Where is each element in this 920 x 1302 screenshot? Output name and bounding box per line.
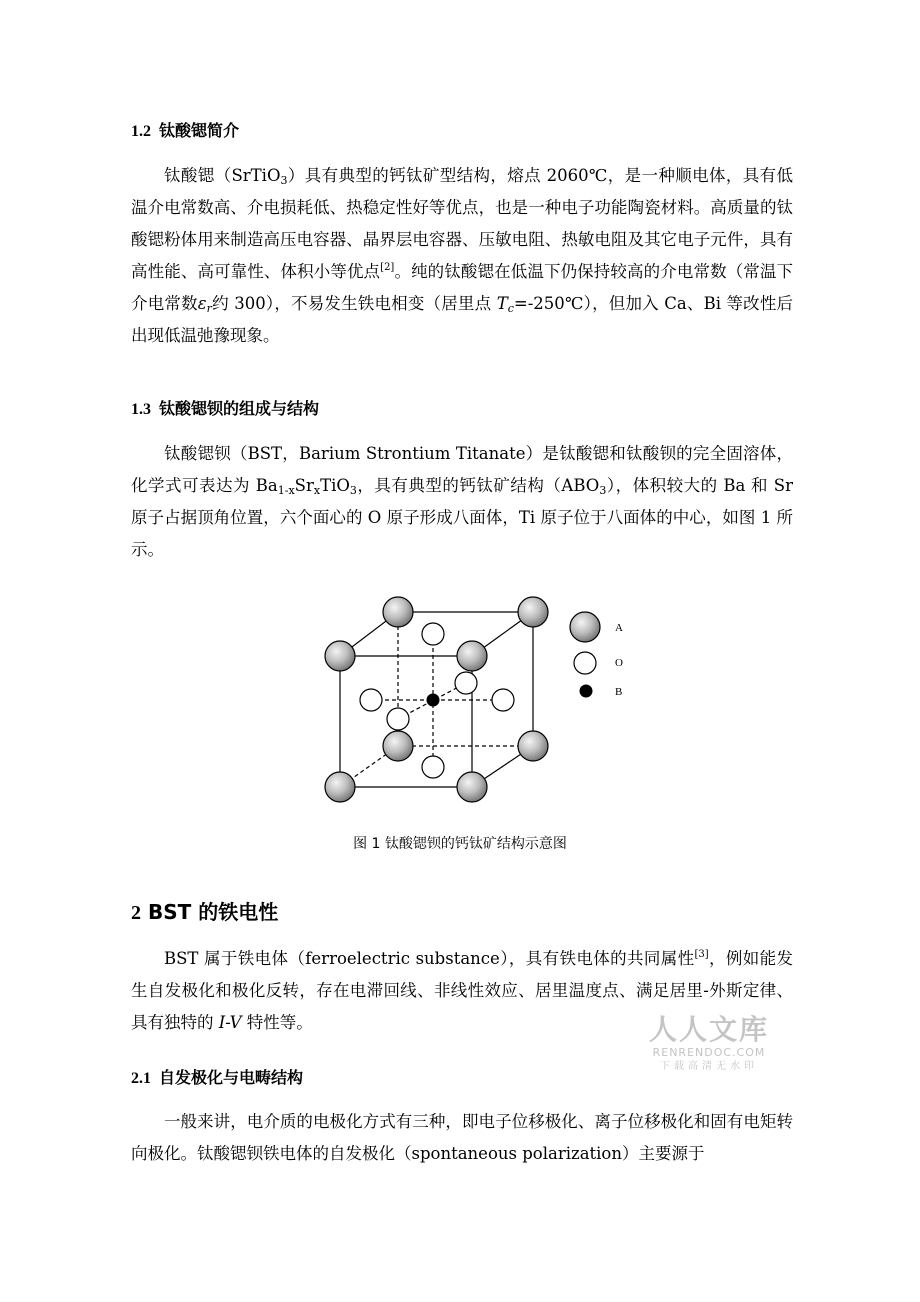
- a-site-atom: [325, 772, 355, 802]
- oxygen-atom: [492, 689, 514, 711]
- legend-o-symbol: [574, 652, 596, 674]
- section-number: 2: [131, 902, 141, 924]
- a-site-atom: [457, 772, 487, 802]
- section-number: 2.1: [131, 1070, 151, 1087]
- legend-a-symbol: [570, 612, 600, 642]
- a-site-atom: [383, 597, 413, 627]
- watermark-title: 人人文库: [648, 1013, 769, 1046]
- watermark-slogan: 下载高清无水印: [660, 1061, 758, 1072]
- section-title: 钛酸锶钡的组成与结构: [159, 399, 320, 418]
- text-run: 钛酸锶钡（BST，Barium Strontium Titanate）是钛酸锶和钛酸钡的完全固溶体，化学式可表达为 Ba: [131, 444, 793, 495]
- text-run: 特性等。: [241, 1013, 313, 1032]
- section-number: 1.2: [131, 123, 151, 140]
- paragraph-spontaneous-polarization: [131, 1106, 793, 1170]
- symbol-iv: I-V: [218, 1013, 242, 1032]
- subscript: x: [313, 484, 321, 497]
- text-run: 钛酸锶（SrTiO: [164, 166, 281, 185]
- citation-ref: [2]: [380, 262, 395, 273]
- symbol-epsilon: ε: [197, 294, 207, 313]
- legend-o-label: O: [615, 657, 623, 669]
- a-site-atom: [518, 731, 548, 761]
- subscript: 3: [599, 484, 607, 497]
- a-site-atom: [325, 641, 355, 671]
- section-heading-2: [131, 900, 278, 925]
- figure-caption: 图 1 钛酸锶钡的钙钛矿结构示意图: [353, 836, 567, 852]
- text-run: TiO: [320, 476, 350, 495]
- section-title: BST 的铁电性: [147, 900, 279, 924]
- text-run: =-250℃），但加入 Ca、Bi 等改性后出现低温弛豫现象。: [131, 294, 794, 345]
- a-site-atom: [518, 597, 548, 627]
- subscript: 3: [280, 174, 288, 187]
- legend-b-symbol: [580, 685, 593, 698]
- section-title: 钛酸锶简介: [159, 121, 240, 140]
- b-site-atom: [427, 694, 440, 707]
- section-heading-2-1: [131, 1068, 303, 1089]
- watermark-url: RENRENDOC.COM: [652, 1046, 766, 1059]
- text-run: 约 300），不易发生铁电相变（居里点: [211, 294, 497, 313]
- oxygen-atom: [455, 672, 477, 694]
- text-run: BST 属于铁电体（ferroelectric substance），具有铁电体的共同属性: [164, 949, 695, 968]
- section-title: 自发极化与电畴结构: [159, 1068, 304, 1087]
- figure-legend: [570, 612, 623, 698]
- text-run: 一般来讲，电介质的电极化方式有三种，即电子位移极化、离子位移极化和固有电矩转向极化。钛酸锶钡铁电体的自发极化（spontaneous polarization）主要源于: [131, 1112, 793, 1163]
- oxygen-atom: [360, 689, 382, 711]
- oxygen-atom: [422, 623, 444, 645]
- section-number: 1.3: [131, 401, 151, 418]
- a-site-atom: [457, 641, 487, 671]
- subscript: c: [507, 302, 514, 315]
- subscript: 1-x: [277, 484, 295, 497]
- text-run: ）具有典型的钙钛矿型结构，熔点 2060℃，是一种顺电体，具有低温介电常数高、介电损耗低、热稳定性好等优点，也是一种电子功能陶瓷材料。高质量的钛酸锶粉体用来制造高压电容器、晶界层电容器、压敏电阻、热敏电阻及其它电子元件，具有高性能、高可靠性、体积小等优点: [131, 166, 793, 281]
- oxygen-atom: [422, 756, 444, 778]
- watermark: [644, 1014, 774, 1074]
- text-run: ，例如能发生自发极化和极化反转，存在电滞回线、非线性效应、居里温度点、满足居里-外斯定律、具有独特的: [131, 949, 794, 1032]
- oxygen-atom: [387, 708, 409, 730]
- subscript: r: [206, 302, 212, 315]
- text-run: Sr: [294, 476, 314, 495]
- text-run: 。纯的钛酸锶在低温下仍保持较高的介电常数（常温下介电常数: [131, 262, 794, 313]
- legend-a-label: A: [615, 622, 623, 634]
- legend-b-label: B: [615, 686, 623, 698]
- text-run: ，具有典型的钙钛矿结构（ABO: [356, 476, 600, 495]
- citation-ref: [3]: [694, 949, 709, 960]
- subscript: 3: [349, 484, 357, 497]
- text-run: ），体积较大的 Ba 和 Sr 原子占据顶角位置，六个面心的 O 原子形成八面体，Ti 原子位于八面体的中心，如图 1 所示。: [131, 476, 793, 559]
- a-site-atom: [383, 731, 413, 761]
- symbol-tc: T: [496, 294, 508, 313]
